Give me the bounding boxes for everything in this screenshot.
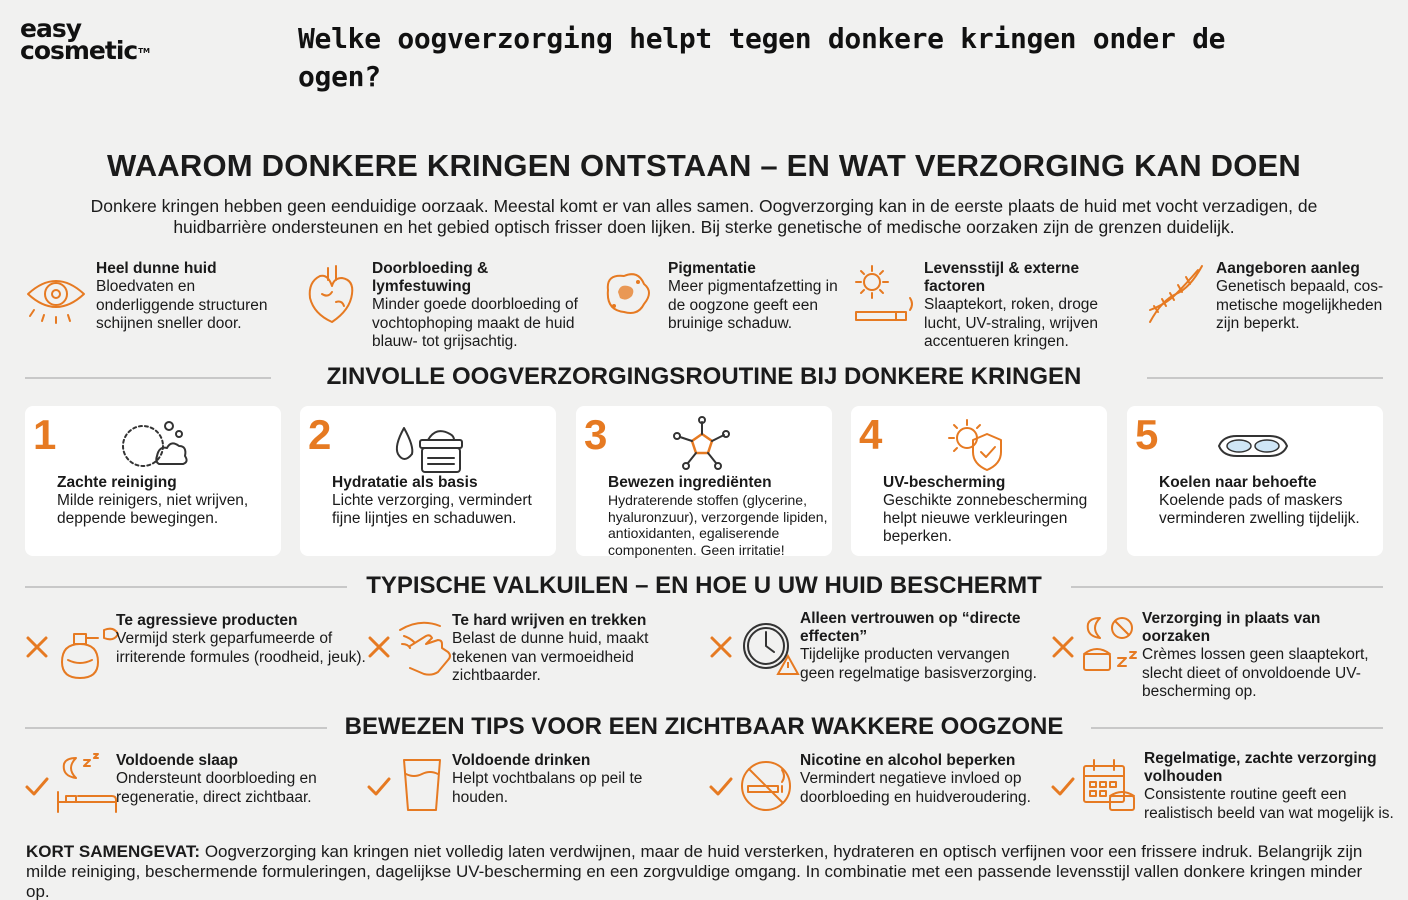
calendar-icon	[1080, 752, 1146, 820]
check-icon	[708, 774, 734, 800]
routine-card	[576, 406, 832, 556]
step-number: 3	[584, 411, 608, 458]
clock-warning-icon	[738, 612, 804, 680]
cross-icon	[24, 634, 50, 660]
cause-title: Aangeboren aanleg	[1216, 260, 1360, 277]
tip-item	[24, 752, 354, 832]
routine-card	[300, 406, 556, 556]
tip-title: Nicotine en alcohol beperken	[800, 752, 1016, 769]
routine-card	[25, 406, 281, 556]
pitfall-item	[1050, 610, 1390, 700]
cause-title: Doorbloeding & lymfestuwing	[372, 260, 489, 295]
no-smoking-icon	[738, 752, 804, 820]
summary-label: KORT SAMENGEVAT:	[26, 842, 201, 861]
cause-item	[22, 260, 292, 334]
tip-title: Regelmatige, zachte verzorging volhouden	[1144, 750, 1377, 785]
step-title: Hydratatie als basis	[332, 474, 478, 491]
cause-body: Meer pigmentafzetting in de oogzone geeft een bruinige schaduw.	[668, 278, 838, 332]
heart-icon	[298, 260, 366, 328]
tip-body: Ondersteunt doorbloeding en regeneratie, direct zichtbaar.	[116, 770, 317, 806]
cause-title: Heel dunne huid	[96, 260, 217, 277]
intro-text: Donkere kringen hebben geen eenduidige oorzaak. Meestal komt er van alles samen. Oogverzorging kan in de eerste plaats de huid met vocht verzadigen, de huidbarrière ondersteunen en het gebied optisch frisser doen lijken. Bij sterke genetische of medische oorzaken zijn de grenzen duidelijk.	[90, 196, 1318, 237]
routine-title: ZINVOLLE OOGVERZORGINGSROUTINE BIJ DONKERE KRINGEN	[326, 363, 1082, 390]
eye-icon	[22, 260, 90, 328]
tip-title: Voldoende slaap	[116, 752, 239, 769]
pitfall-item	[366, 612, 706, 692]
step-body: Koelende pads of maskers verminderen zwelling tijdelijk.	[1159, 492, 1360, 527]
cause-body: Slaaptekort, roken, droge lucht, UV-straling, wrijven accentueren kringen.	[924, 296, 1099, 350]
step-title: Zachte reiniging	[57, 474, 177, 491]
pitfall-title: Alleen vertrouwen op “directe effecten”	[800, 610, 1021, 645]
pitfall-title: Verzorging in plaats van oorzaken	[1142, 610, 1321, 645]
cause-body: Bloedvaten en onderliggende structuren schijnen sneller door.	[96, 278, 268, 332]
cross-icon	[1050, 634, 1076, 660]
step-number: 5	[1135, 411, 1159, 458]
cleanser-icon	[113, 412, 189, 478]
step-title: Bewezen ingrediënten	[608, 474, 772, 491]
pitfalls-title: TYPISCHE VALKUILEN – EN HOE U UW HUID BESCHERMT	[366, 572, 1042, 599]
tip-item	[708, 752, 1038, 832]
pitfall-item	[24, 612, 364, 692]
brand-trademark: TM	[138, 47, 150, 55]
routine-card	[1127, 406, 1383, 556]
pitfalls-heading	[25, 571, 1383, 601]
routine-card	[851, 406, 1107, 556]
cause-item	[850, 260, 1140, 352]
step-body: Geschikte zonnebescherming helpt nieuwe verkleuringen beperken.	[883, 492, 1088, 545]
step-title: UV-bescherming	[883, 474, 1006, 491]
brand-line-2: cosmetic™	[20, 36, 150, 65]
pitfall-title: Te hard wrijven en trekken	[452, 612, 647, 629]
tips-title: BEWEZEN TIPS VOOR EEN ZICHTBAAR WAKKERE OOGZONE	[344, 713, 1064, 740]
molecule-icon	[664, 412, 740, 478]
check-icon	[1050, 774, 1076, 800]
check-icon	[24, 774, 50, 800]
pigment-icon	[594, 260, 662, 328]
tip-title: Voldoende drinken	[452, 752, 591, 769]
step-number: 2	[308, 411, 332, 458]
cause-body: Genetisch bepaald, cos-metische mogelijkheden zijn beperkt.	[1216, 278, 1384, 332]
step-number: 4	[859, 411, 883, 458]
pitfall-body: Belast de dunne huid, maakt tekenen van vermoeidheid zichtbaarder.	[452, 630, 649, 684]
pitfall-body: Tijdelijke producten vervangen geen regelmatige basisverzorging.	[800, 646, 1037, 682]
perfume-icon	[54, 612, 120, 680]
summary-text: Oogverzorging kan kringen niet volledig laten verdwijnen, maar de huid versterken, hydrateren en optisch verfijnen voor een frissere indruk. Belangrijk zijn milde reiniging, beschermende formuleringen, dagelijkse UV-bescherming en een zorgvuldige omgang. In combinatie met een passende levensstijl vallen donkere kringen minder op.	[26, 842, 1363, 900]
step-number: 1	[33, 411, 57, 458]
cause-item	[594, 260, 854, 334]
brand-logo	[20, 14, 190, 70]
cause-body: Minder goede doorbloeding of vochtophoping maakt de huid blauw- tot grijsachtig.	[372, 296, 578, 350]
step-body: Lichte verzorging, vermindert fijne lijntjes en schaduwen.	[332, 492, 532, 527]
check-icon	[366, 774, 392, 800]
step-body: Milde reinigers, niet wrijven, deppende bewegingen.	[57, 492, 249, 527]
tip-body: Helpt vochtbalans op peil te houden.	[452, 770, 643, 806]
causes-row	[22, 260, 1392, 350]
pitfall-title: Te agressieve producten	[116, 612, 298, 629]
tip-item	[1050, 750, 1394, 832]
cause-title: Pigmentatie	[668, 260, 756, 277]
bed-icon	[54, 752, 120, 820]
sleep-diet-icon	[1080, 612, 1146, 680]
tips-heading	[25, 712, 1383, 742]
tip-item	[366, 752, 696, 832]
sun-shield-icon	[939, 412, 1015, 478]
pitfall-body: Crèmes lossen geen slaaptekort, slecht dieet of onvoldoende UV-bescherming op.	[1142, 646, 1369, 700]
summary	[26, 842, 1386, 900]
pitfall-item	[708, 612, 1048, 692]
cause-item	[1142, 260, 1392, 334]
dna-icon	[1142, 260, 1210, 328]
tip-body: Consistente routine geeft een realistisch beeld van wat mogelijk is.	[1144, 786, 1394, 822]
cause-item	[298, 260, 588, 352]
sun-cigarette-icon	[850, 260, 918, 328]
page-title: Welke oogverzorging helpt tegen donkere kringen onder de ogen?	[298, 22, 1226, 93]
pitfall-body: Vermijd sterk geparfumeerde of irriterende formules (roodheid, jeuk).	[116, 630, 366, 666]
brand-line-1: easy	[20, 14, 82, 43]
main-heading: WAAROM DONKERE KRINGEN ONTSTAAN – EN WAT VERZORGING KAN DOEN	[106, 148, 1302, 183]
routine-heading	[25, 362, 1383, 392]
cross-icon	[366, 634, 392, 660]
cream-jar-icon	[388, 412, 464, 478]
step-title: Koelen naar behoefte	[1159, 474, 1317, 491]
eye-mask-icon	[1215, 412, 1291, 478]
step-body: Hydraterende stoffen (glycerine, hyaluronzuur), verzorgende lipiden, antioxidanten, egaliserende componenten. Geen irritatie!	[608, 492, 828, 558]
cross-icon	[708, 634, 734, 660]
cause-title: Levensstijl & externe factoren	[924, 260, 1080, 295]
tip-body: Vermindert negatieve invloed op doorbloeding en huidveroudering.	[800, 770, 1031, 806]
